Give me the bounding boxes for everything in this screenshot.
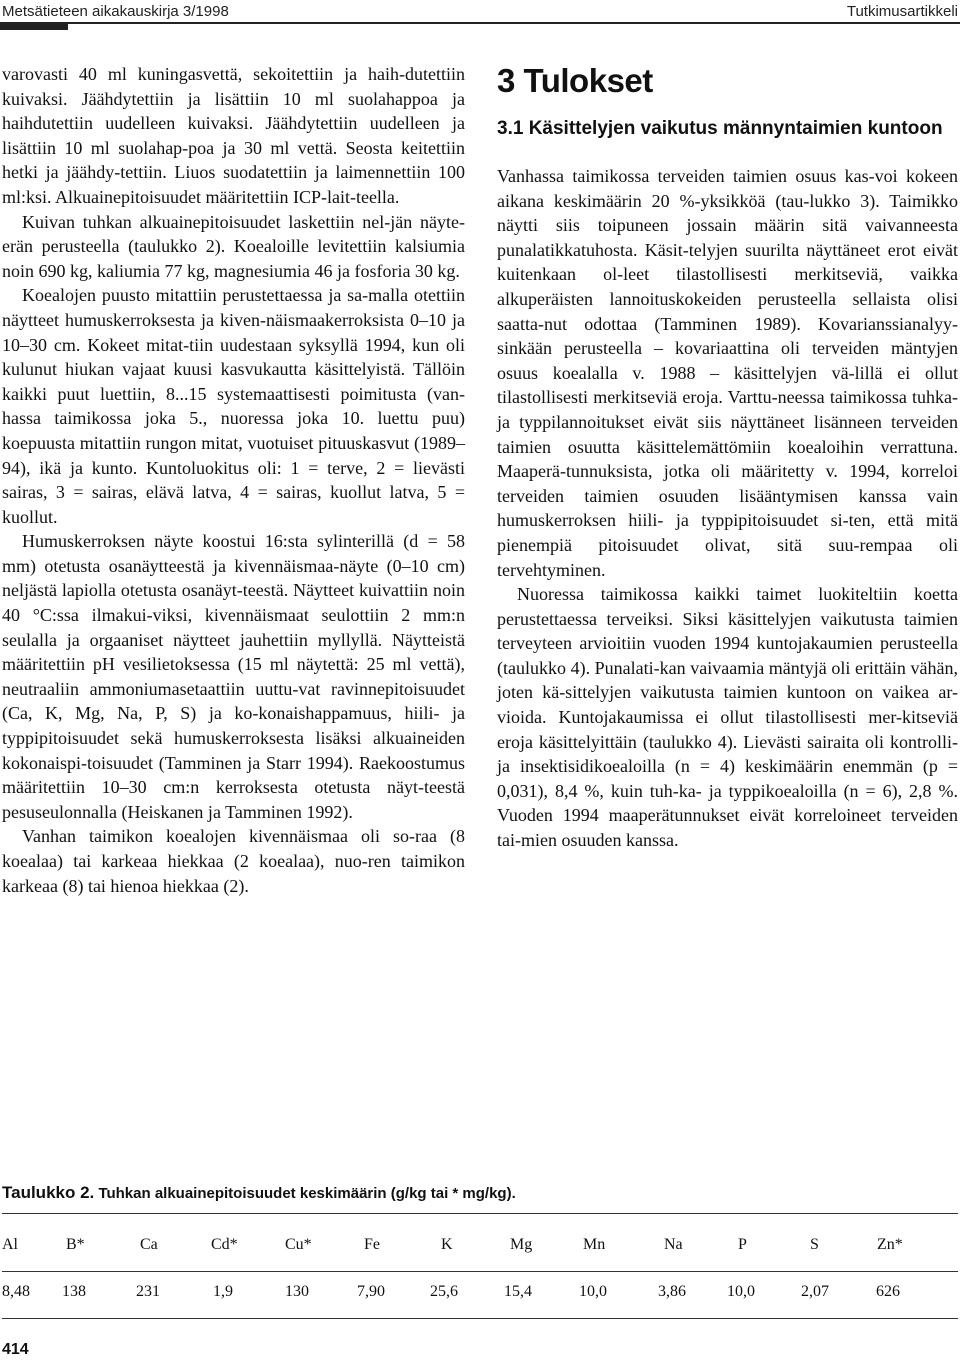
- table-mid-rule: [2, 1271, 958, 1272]
- table-header-cell: Na: [664, 1236, 683, 1253]
- table-cell: 7,90: [357, 1283, 385, 1300]
- page-header: [0, 0, 960, 24]
- table-cell: 10,0: [579, 1283, 607, 1300]
- table-header-cell: P: [738, 1236, 747, 1253]
- paragraph: Vanhassa taimikossa terveiden taimien osuus kas-voi kokeen aikana keskimäärin 20 %-yksikköä (tau-lukko 3). Taimikko näytti siis toipuneen jossain määrin sitä vaivanneesta punalatikkatuhosta. Käsit-telyjen suurilta näyttäneet erot eivät kuitenkaan ol-leet tilastollisesti merkitseviä, vaikka alkuperäisten lannoituskokeiden perusteella sellaista olisi saatta-nut odottaa (Tamminen 1989). Kovarianssianalyy-sinkään perusteella – kovariaattina oli terveiden mäntyjen osuus koealalla v. 1988 – käsittelyjen vä-lillä ei ollut tilastollisesti merkitseviä eroja. Varttu-neessa taimikossa tuhka- ja typpilannoitukset eivät siis näyttäneet lisänneen terveiden taimien osuutta käsittelemättömiin koealoihin verrattuna. Maaperä-tunnuksista, jotka oli määritetty v. 1994, korreloi terveiden taimien osuuden lisääntymisen kanssa vain humuskerroksen hiili- ja typpipitoisuudet si-ten, että mitä pienempiä pitoisuudet olivat, sitä suu-rempaa oli tervehtyminen.: [497, 166, 958, 580]
- paragraph: Vanhan taimikon koealojen kivennäismaa oli so-raa (8 koealaa) tai karkeaa hiekkaa (2 koealaa), nuo-ren taimikon karkeaa (8) tai hienoa hiekkaa (2).: [2, 826, 465, 896]
- table-header-cell: Fe: [364, 1236, 380, 1253]
- header-tab-mark: [0, 22, 68, 30]
- table-header-cell: Ca: [140, 1236, 158, 1253]
- table-cell: 2,07: [801, 1283, 829, 1300]
- table-header-cell: Zn*: [877, 1236, 903, 1253]
- paragraph: Kuivan tuhkan alkuainepitoisuudet laskettiin nel-jän näyte-erän perusteella (taulukko 2). Koealoille levitettiin kalsiumia noin 690 kg, kaliumia 77 kg, magnesiumia 46 ja fosforia 30 kg.: [2, 211, 465, 281]
- section-heading: 3 Tulokset: [497, 62, 653, 99]
- table-top-rule: [2, 1213, 958, 1214]
- table-header-cell: Cu*: [285, 1236, 312, 1253]
- table-header-cell: S: [810, 1236, 819, 1253]
- table-cell: 138: [62, 1283, 86, 1300]
- table-cell: 231: [136, 1283, 160, 1300]
- paragraph: Nuoressa taimikossa kaikki taimet luokiteltiin koetta perustettaessa terveiksi. Siksi käsittelyjen vaikutusta taimien terveyteen arvioitiin vuoden 1994 kuntojakaumien perusteella (taulukko 4). Punalati-kan vaivaamia mäntyjä oli erittäin vähän, joten kä-sittelyjen vaikutusta taimien kuntoon on vaikea ar-vioida. Kuntojakaumissa ei ollut tilastollisesti mer-kitseviä eroja käsittelyittäin (taulukko 4). Lievästi sairaita oli kontrolli- ja insektisidikoealoilla (n = 4) keskimäärin enemmän (p = 0,031), 8,4 %, kuin tuh-ka- ja typpikoealoilla (n = 6), 2,8 %. Vuoden 1994 maaperätunnukset eivät korreloineet terveiden tai-mien osuuden kanssa.: [497, 584, 958, 851]
- right-column: [497, 62, 958, 853]
- table-cell: 8,48: [2, 1283, 30, 1300]
- table-caption-text: Tuhkan alkuainepitoisuudet keskimäärin (g/kg tai * mg/kg).: [98, 1185, 516, 1202]
- table-cell: 15,4: [504, 1283, 532, 1300]
- table-header-cell: Al: [2, 1236, 18, 1253]
- table-cell: 1,9: [213, 1283, 233, 1300]
- paragraph: Koealojen puusto mitattiin perustettaessa ja sa-malla otettiin näytteet humuskerroksesta ja kiven-näismaakerroksista 0–10 ja 10–30 cm. Kokeet mitat-tiin uudestaan syksyllä 1994, kun oli kulunut hiukan vajaat kuusi kasvukautta käsittelyistä. Tällöin kaikki puut luettiin, 8...15 systemaattisesti poimitusta (van-hassa taimikossa joka 5., nuoressa joka 10. luettu puu) koepuusta mitattiin rungon mitat, vuotuiset pituuskasvut (1989–94), ikä ja kunto. Kuntoluokitus oli: 1 = terve, 2 = lievästi sairas, 3 = sairas, elävä latva, 4 = sairas, kuollut latva, 5 = kuollut.: [2, 285, 465, 527]
- table-header-cell: Mn: [583, 1236, 606, 1253]
- table-caption: [2, 1183, 942, 1203]
- paragraph: Humuskerroksen näyte koostui 16:sta sylinterillä (d = 58 mm) otetusta osanäytteestä ja kivennäismaa-näyte (0–10 cm) neljästä lapiolla otetusta osanäyt-teestä. Näytteet kuivattiin noin 40 °C:ssa ilmakui-viksi, kivennäismaat seulottiin 2 mm:n seulalla ja orgaaniset näytteet jauhettiin myllyllä. Näytteistä määritettiin pH vesilietoksessa (15 ml näytettä: 25 ml vettä), neutraaliin ammoniumasetaattiin uuttu-vat ravinnepitoisuudet (Ca, K, Mg, Na, P, S) ja ko-konaishappamuus, hiili- ja typpipitoisuudet sekä humuskerroksesta lisäksi alkuaineiden kokonaispi-toisuudet (Tamminen ja Starr 1994). Raekoostumus määritettiin 10–30 cm:n kerroksesta otetusta näyt-teestä pesuseulonnalla (Heiskanen ja Tamminen 1992).: [2, 531, 465, 822]
- table-header-cell: K: [441, 1236, 453, 1253]
- section-label: Tutkimusartikkeli: [846, 3, 958, 20]
- table-cell: 25,6: [430, 1283, 458, 1300]
- table-cell: 3,86: [658, 1283, 686, 1300]
- table-bottom-rule: [2, 1318, 958, 1319]
- journal-title: Metsätieteen aikakauskirja 3/1998: [2, 3, 229, 20]
- subsection-heading: 3.1 Käsittelyjen vaikutus männyntaimien kuntoon: [497, 118, 943, 139]
- header-rule: [0, 22, 960, 24]
- page-number: 414: [2, 1341, 29, 1358]
- table-cell: 10,0: [727, 1283, 755, 1300]
- left-column: [2, 62, 465, 898]
- paragraph: varovasti 40 ml kuningasvettä, sekoitettiin ja haih-dutettiin kuivaksi. Jäähdytettiin ja lisättiin 10 ml suolahappoa ja haihdutettiin uudelleen kuivaksi. Jäähdytettiin uudelleen ja lisättiin 10 ml suolahap-poa ja 30 ml vettä. Seosta keitettiin hetki ja jäähdy-tettiin. Liuos suodatettiin ja laimennettiin 100 ml:ksi. Alkuainepitoisuudet määritettiin ICP-lait-teella.: [2, 64, 465, 207]
- table-header-cell: Cd*: [211, 1236, 238, 1253]
- table-cell: 130: [285, 1283, 309, 1300]
- table-label: Taulukko 2.: [2, 1183, 95, 1202]
- table-header-cell: B*: [66, 1236, 85, 1253]
- table-cell: 626: [876, 1283, 900, 1300]
- table-header-cell: Mg: [510, 1236, 533, 1253]
